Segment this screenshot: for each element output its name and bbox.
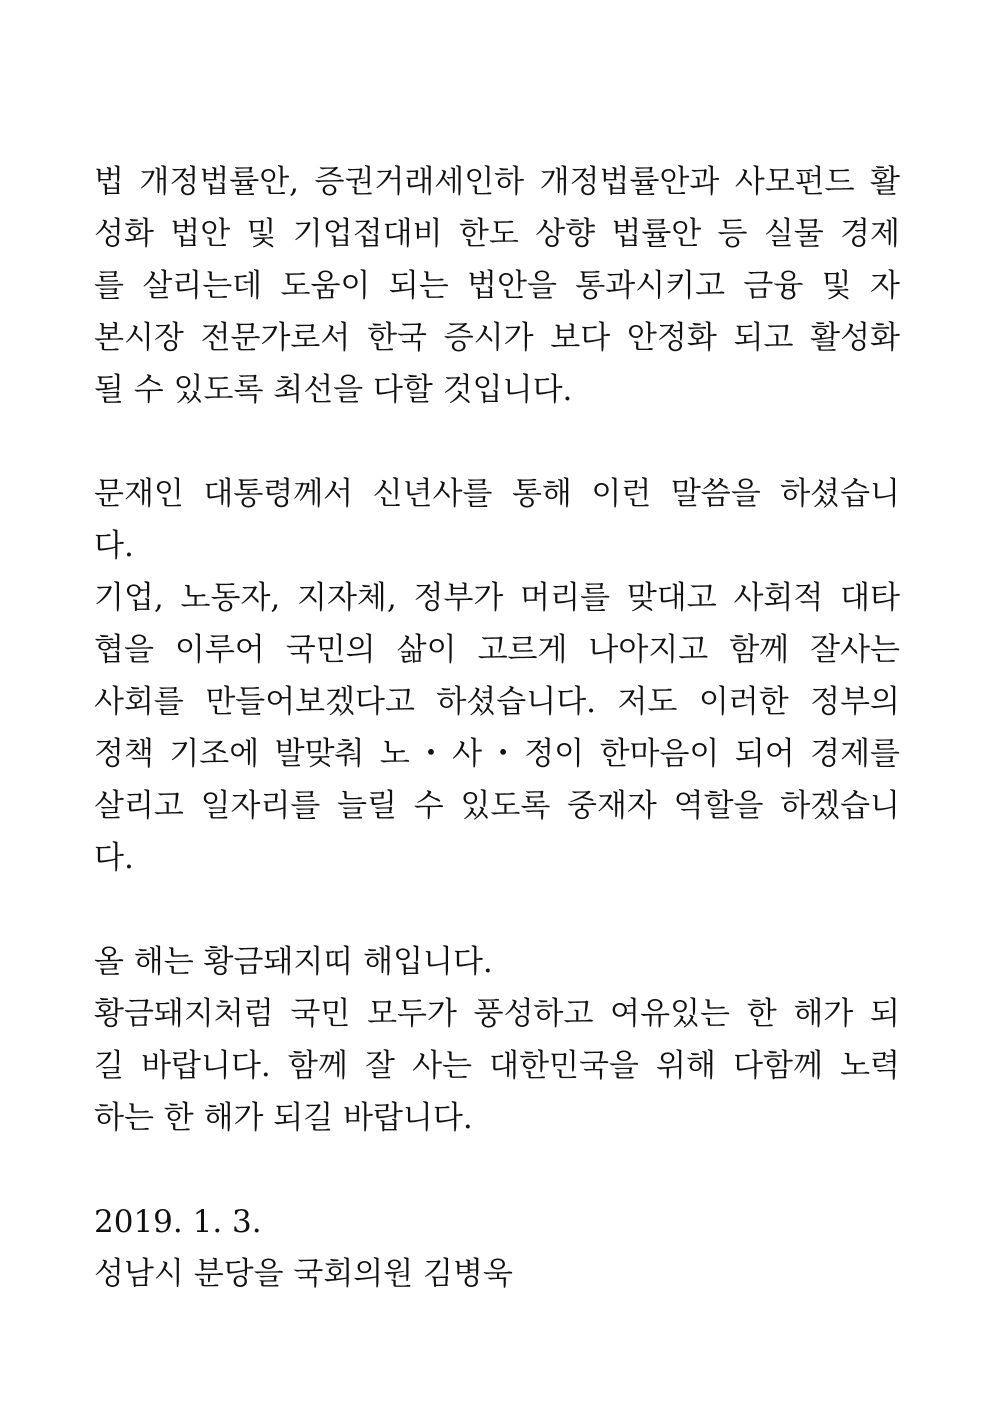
text-line: 문재인 대통령께서 신년사를 통해 이런 말씀을 하셨습니 xyxy=(94,476,900,512)
text-line: 법 개정법률안, 증권거래세인하 개정법률안과 사모펀드 활 xyxy=(94,164,900,200)
text-line: 협을 이루어 국민의 삶이 고르게 나아지고 함께 잘사는 xyxy=(94,632,900,668)
author-signature: 성남시 분당을 국회의원 김병욱 xyxy=(94,1256,513,1292)
text-line: 를 살리는데 도움이 되는 법안을 통과시키고 금융 및 자 xyxy=(94,268,900,304)
paragraph-spacer xyxy=(94,884,900,936)
text-line: 사회를 만들어보겠다고 하셨습니다. 저도 이러한 정부의 xyxy=(94,684,900,720)
text-line: 다. xyxy=(94,840,134,876)
text-line: 길 바랍니다. 함께 잘 사는 대한민국을 위해 다함께 노력 xyxy=(94,1048,900,1084)
paragraph-spacer xyxy=(94,1144,900,1196)
text-line: 기업, 노동자, 지자체, 정부가 머리를 맞대고 사회적 대타 xyxy=(94,580,900,616)
paragraph-new-year-wishes xyxy=(94,936,900,1144)
text-line: 다. xyxy=(94,528,134,564)
text-line: 하는 한 해가 되길 바랍니다. xyxy=(94,1100,473,1136)
document-date: 2019. 1. 3. xyxy=(94,1204,262,1240)
text-line: 정책 기조에 발맞춰 노・사・정이 한마음이 되어 경제를 xyxy=(94,736,900,772)
text-line: 살리고 일자리를 늘릴 수 있도록 중재자 역할을 하겠습니 xyxy=(94,788,900,824)
text-line: 성화 법안 및 기업접대비 한도 상향 법률안 등 실물 경제 xyxy=(94,216,900,252)
document-body xyxy=(94,156,900,1300)
paragraph-legislation xyxy=(94,156,900,416)
paragraph-spacer xyxy=(94,416,900,468)
paragraph-presidential-address xyxy=(94,468,900,884)
text-line: 황금돼지처럼 국민 모두가 풍성하고 여유있는 한 해가 되 xyxy=(94,996,900,1032)
text-line: 올 해는 황금돼지띠 해입니다. xyxy=(94,944,493,980)
text-line: 될 수 있도록 최선을 다할 것입니다. xyxy=(94,372,573,408)
signature-block xyxy=(94,1196,900,1300)
text-line: 본시장 전문가로서 한국 증시가 보다 안정화 되고 활성화 xyxy=(94,320,900,356)
